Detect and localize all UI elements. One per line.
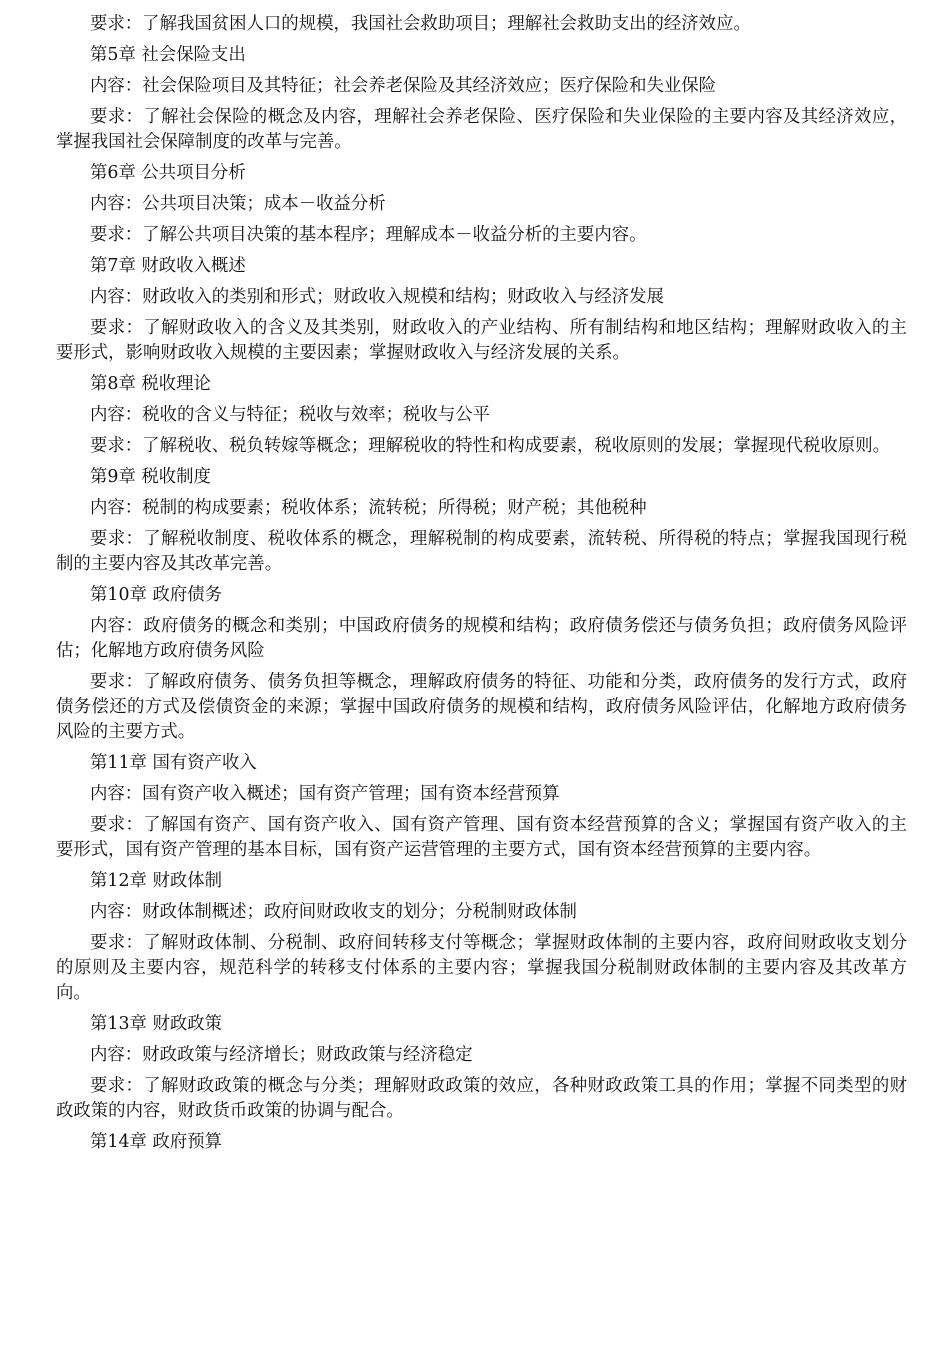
body-paragraph: 要求：了解公共项目决策的基本程序；理解成本－收益分析的主要内容。 [90,225,647,245]
body-paragraph: 内容：国有资产收入概述；国有资产管理；国有资本经营预算 [90,784,560,804]
body-paragraph: 内容：财政收入的类别和形式；财政收入规模和结构；财政收入与经济发展 [90,287,664,307]
chapter-heading: 第7章 财政收入概述 [90,256,246,276]
body-paragraph: 内容：公共项目决策；成本－收益分析 [90,194,386,214]
chapter-heading: 第11章 国有资产收入 [90,753,257,773]
body-paragraph: 要求：了解税收、税负转嫁等概念；理解税收的特性和构成要素，税收原则的发展；掌握现代税收原则。 [90,436,890,456]
body-paragraph: 要求：了解我国贫困人口的规模，我国社会救助项目；理解社会救助支出的经济效应。 [90,14,751,34]
body-paragraph: 内容：财政体制概述；政府间财政收支的划分；分税制财政体制 [90,902,577,922]
body-paragraph: 要求：了解社会保险的概念及内容，理解社会养老保险、医疗保险和失业保险的主要内容及其经济效应，掌握我国社会保障制度的改革与完善。 [56,107,907,152]
chapter-heading: 第13章 财政政策 [90,1014,223,1034]
body-paragraph: 要求：了解政府债务、债务负担等概念，理解政府债务的特征、功能和分类，政府债务的发行方式，政府债务偿还的方式及偿债资金的来源；掌握中国政府债务的规模和结构，政府债务风险评估，化解地方政府债务风险的主要方式。 [56,672,907,742]
body-paragraph: 要求：了解国有资产、国有资产收入、国有资产管理、国有资本经营预算的含义；掌握国有资产收入的主要形式，国有资产管理的基本目标，国有资产运营管理的主要方式，国有资本经营预算的主要内容。 [56,815,907,860]
body-paragraph: 要求：了解税收制度、税收体系的概念，理解税制的构成要素，流转税、所得税的特点；掌握我国现行税制的主要内容及其改革完善。 [56,529,907,574]
body-paragraph: 内容：财政政策与经济增长；财政政策与经济稳定 [90,1045,473,1065]
body-paragraph: 要求：了解财政政策的概念与分类；理解财政政策的效应，各种财政政策工具的作用；掌握不同类型的财政政策的内容，财政货币政策的协调与配合。 [56,1076,907,1121]
chapter-heading: 第8章 税收理论 [90,374,211,394]
body-paragraph: 内容：税收的含义与特征；税收与效率；税收与公平 [90,405,490,425]
chapter-heading: 第12章 财政体制 [90,871,223,891]
body-paragraph: 内容：政府债务的概念和类别；中国政府债务的规模和结构；政府债务偿还与债务负担；政府债务风险评估；化解地方政府债务风险 [56,616,907,661]
chapter-heading: 第6章 公共项目分析 [90,163,246,183]
chapter-heading: 第9章 税收制度 [90,467,211,487]
body-paragraph: 内容：税制的构成要素；税收体系；流转税；所得税；财产税；其他税种 [90,498,647,518]
chapter-heading: 第14章 政府预算 [90,1132,223,1152]
body-paragraph: 要求：了解财政收入的含义及其类别，财政收入的产业结构、所有制结构和地区结构；理解财政收入的主要形式，影响财政收入规模的主要因素；掌握财政收入与经济发展的关系。 [56,318,907,363]
chapter-heading: 第5章 社会保险支出 [90,45,246,65]
body-paragraph: 内容：社会保险项目及其特征；社会养老保险及其经济效应；医疗保险和失业保险 [90,76,717,96]
chapter-heading: 第10章 政府债务 [90,585,223,605]
body-paragraph: 要求：了解财政体制、分税制、政府间转移支付等概念；掌握财政体制的主要内容，政府间财政收支划分的原则及主要内容，规范科学的转移支付体系的主要内容；掌握我国分税制财政体制的主要内容及其改革方向。 [56,933,907,1003]
